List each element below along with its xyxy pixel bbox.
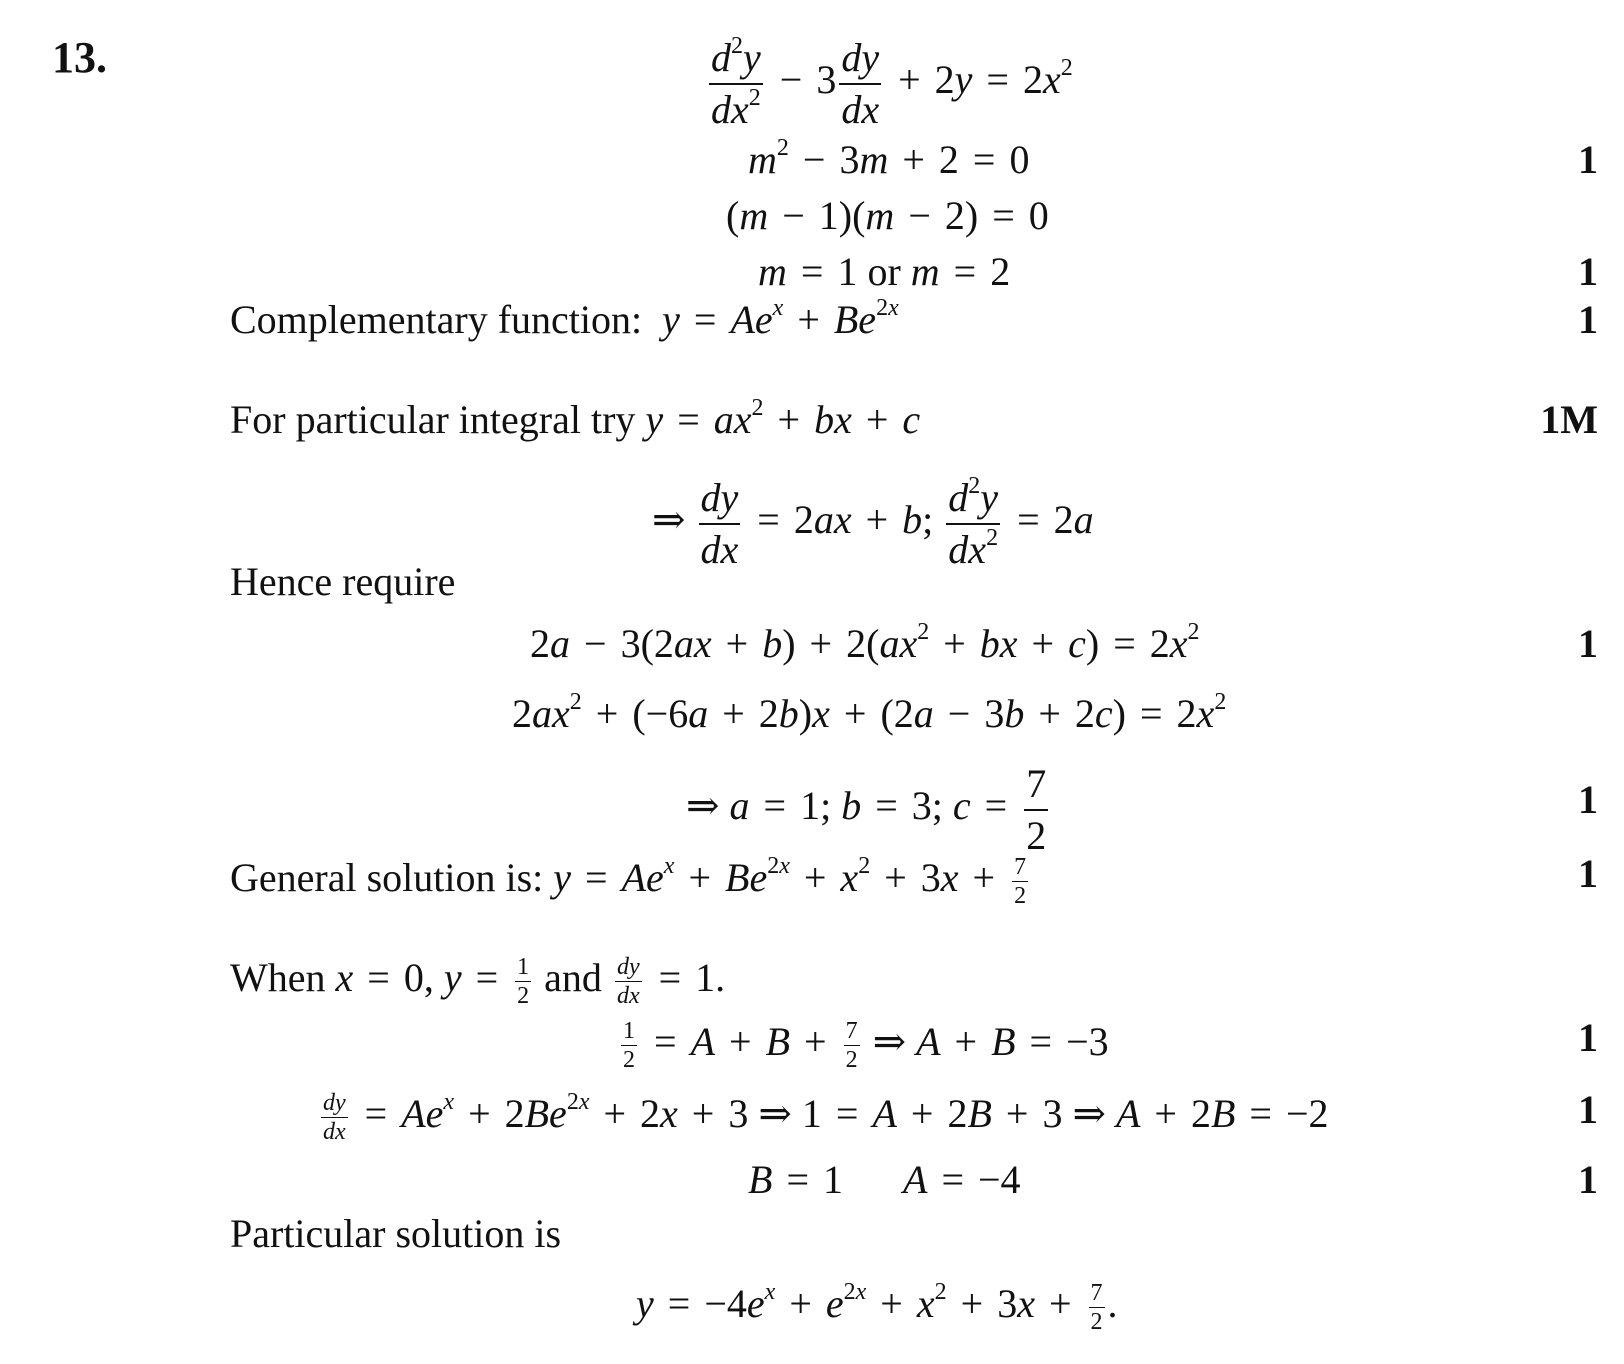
when-word: When [230, 955, 326, 1001]
initial-conditions: When x = 0, y = $\frac{1}{2}$ and $\frac{dy}{dx}$ = 1. [230, 954, 726, 1010]
condition-y: $\frac{1}{2}$ = A + B + $\frac{7}{2}$ ⇒ A + B = −3 [623, 1018, 1109, 1074]
auxiliary-equation: $m^2 - 3m + 2 = 0$ [748, 135, 1030, 182]
mark-condition-y: 1 [1578, 1015, 1598, 1060]
mark-substitution: 1 [1578, 621, 1598, 666]
collected-terms: $2ax^2 + (-6a + 2b)x + (2a - 3b + 2c) = 2x^2$ [512, 689, 1227, 736]
mark-condition-derivative: 1 [1578, 1087, 1598, 1132]
particular-integral-trial: For particular integral try $y = ax^2$ + bx + c [230, 395, 921, 442]
derivatives: ⇒ $\frac{dy}{dx}$ = 2ax + b; $\frac{d^2y}{dx^2}$ = 2a [652, 473, 1094, 572]
or-word: or [867, 249, 901, 294]
mark-coefficients: 1 [1578, 777, 1598, 822]
mark-roots: 1 [1578, 249, 1598, 294]
general-solution-label: General solution is: [230, 855, 544, 901]
particular-try-label: For particular integral try [230, 397, 636, 442]
roots: m = 1 or m = 2 [758, 249, 1011, 294]
mark-particular-trial: 1M [1540, 397, 1598, 442]
mark-complementary: 1 [1578, 297, 1598, 342]
factorised-equation: (m − 1)(m − 2) = 0 [726, 193, 1049, 238]
condition-derivative: $\frac{dy}{dx}$ = $Ae^x + 2Be^{2x} + 2x + 3$ ⇒ 1 = A + 2B + 3 ⇒ A + 2B = −2 [323, 1089, 1329, 1146]
mark-constants: 1 [1578, 1157, 1598, 1202]
complementary-function: Complementary function: $y = Ae^x + Be^{2x}$ [230, 295, 899, 342]
constants: B = 1 A = −4 [748, 1157, 1021, 1202]
question-number: 13. [52, 33, 107, 82]
hence-require: Hence require [230, 559, 456, 604]
particular-solution: $y = -4e^x + e^{2x} + x^2 + 3x$ + $\frac{7}{2}$ . [636, 1279, 1118, 1336]
mark-auxiliary: 1 [1578, 137, 1598, 182]
general-solution: General solution is: $y = Ae^x + Be^{2x} + x^2 + 3x$ + $\frac{7}{2}$ [230, 853, 1027, 910]
differential-equation: $\frac{d^2y}{dx^2}$ − 3 $\frac{dy}{dx}$ + $2y = 2x^2$ [711, 33, 1073, 132]
substitution: $2a - 3(2ax + b) + 2(ax^2$ + bx + $c) = 2x^2$ [530, 619, 1200, 666]
complementary-label: Complementary function: [230, 297, 643, 342]
mark-general-solution: 1 [1578, 851, 1598, 896]
first-derivative-fraction: $\frac{dy}{dx}$ [841, 35, 880, 132]
and-word: and [544, 955, 602, 1001]
coefficients: ⇒ a = 1; b = 3; c = $\frac{7}{2}$ [686, 761, 1047, 858]
second-derivative-fraction: $\frac{d^2y}{dx^2}$ [711, 33, 761, 132]
particular-solution-label: Particular solution is [230, 1211, 562, 1256]
